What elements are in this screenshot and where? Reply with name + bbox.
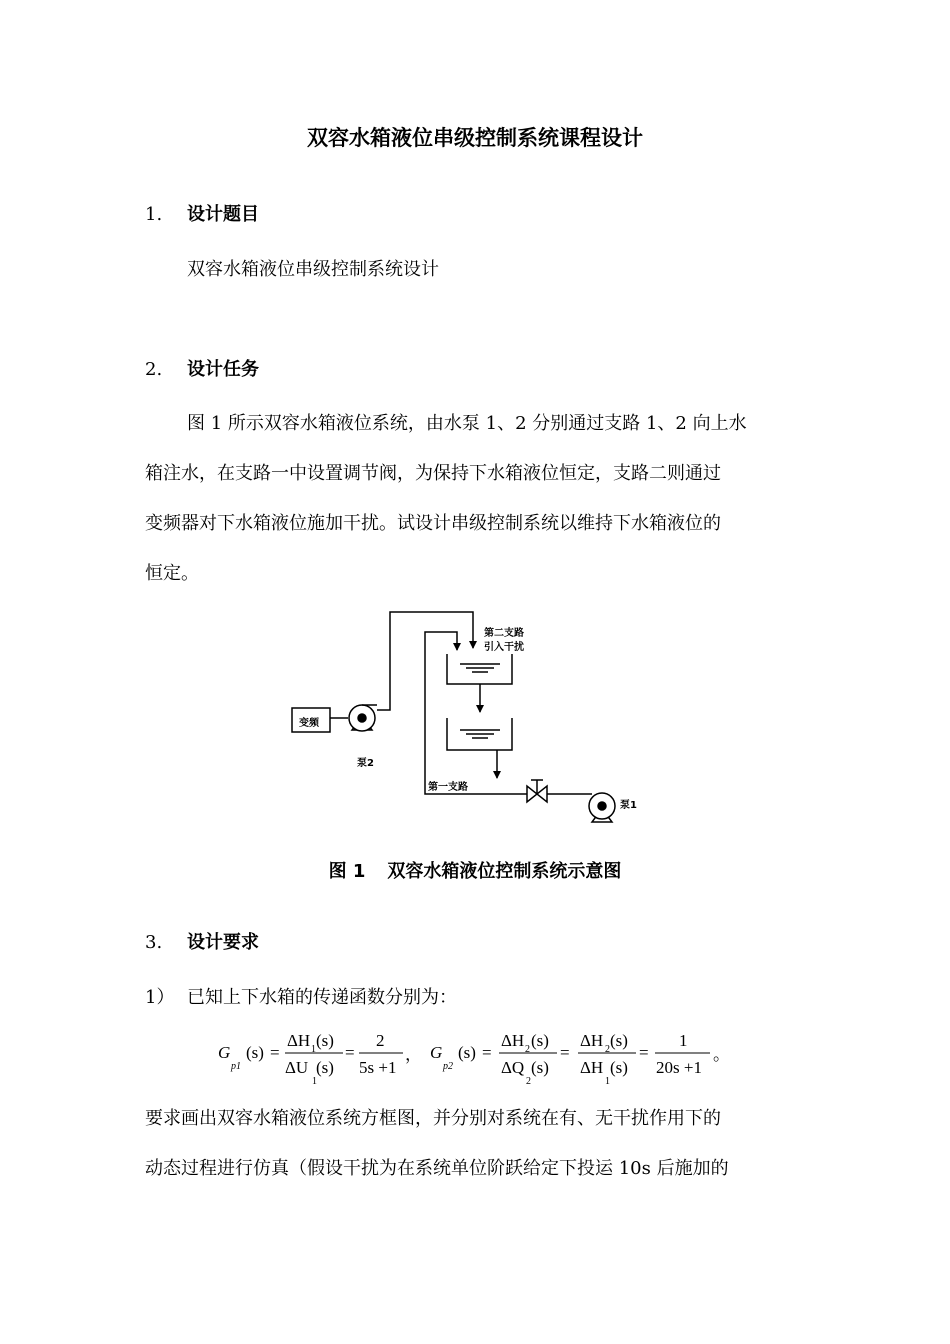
formula-arg: (s) (458, 1043, 476, 1062)
section-title: 设计要求 (187, 932, 259, 953)
formula-period: 。 (713, 1045, 730, 1064)
paragraph-line: 恒定。 (145, 563, 199, 584)
formula-arg: (s) (610, 1058, 628, 1077)
formula-sub: 1 (311, 1044, 316, 1055)
upper-tank (447, 654, 512, 684)
vfd-label: 变频 (299, 718, 319, 729)
formula-arg: (s) (246, 1043, 264, 1062)
section-title: 设计题目 (187, 204, 259, 225)
formula-g: G (218, 1043, 231, 1062)
section-number: 3. (145, 932, 163, 953)
branch2-label-line1: 第二支路 (484, 628, 524, 639)
formula-eq: = (270, 1043, 280, 1062)
formula-eq: = (482, 1043, 492, 1062)
formula-arg: (s) (316, 1031, 334, 1050)
formula-arg: (s) (531, 1031, 549, 1050)
branch2-label-line2: 引入干扰 (484, 642, 524, 653)
section1-body: 双容水箱液位串级控制系统设计 (187, 259, 439, 280)
pump2-label: 泵2 (357, 758, 374, 769)
pump1-icon (589, 793, 615, 822)
formula-sub: 2 (526, 1076, 531, 1087)
formula-num: ΔH (580, 1031, 604, 1050)
formula-eq: = (639, 1043, 649, 1062)
formula-sub: 1 (605, 1076, 610, 1087)
section-heading-3 (145, 928, 259, 954)
formula-den: 5s +1 (359, 1058, 397, 1077)
formula-arg: (s) (610, 1031, 628, 1050)
paragraph-line: 图 1 所示双容水箱液位系统，由水泵 1、2 分别通过支路 1、2 向上水 (187, 413, 747, 434)
caption-number: 图 1 (328, 861, 366, 882)
paragraph-line: 箱注水，在支路一中设置调节阀，为保持下水箱液位恒定，支路二则通过 (145, 463, 721, 484)
paragraph-line: 要求画出双容水箱液位系统方框图，并分别对系统在有、无干扰作用下的 (145, 1108, 721, 1129)
formula-sub: p2 (443, 1061, 453, 1072)
formula-sub: 2 (605, 1044, 610, 1055)
formula-arg: (s) (316, 1058, 334, 1077)
formula-sub: 2 (525, 1044, 530, 1055)
formula-sub: p1 (231, 1061, 241, 1072)
section-number: 1. (145, 204, 163, 225)
formula-eq: = (560, 1043, 570, 1062)
formula-num: 1 (679, 1031, 688, 1050)
pump2-icon (349, 705, 377, 731)
branch1-label: 第一支路 (428, 782, 468, 793)
pump1-label: 泵1 (620, 800, 637, 811)
control-valve (527, 780, 547, 802)
formula-den: ΔQ (501, 1058, 525, 1077)
formula-g: G (430, 1043, 443, 1062)
lower-tank (447, 718, 512, 750)
formula-comma: ， (405, 1045, 422, 1064)
formula-den: ΔU (285, 1058, 309, 1077)
formula-den: ΔH (580, 1058, 604, 1077)
list-marker: 1） (145, 987, 175, 1008)
requirement-1 (145, 983, 457, 1009)
formula-sub: 1 (312, 1076, 317, 1087)
formula-den: 20s +1 (656, 1058, 702, 1077)
page-title: 双容水箱液位串级控制系统课程设计 (307, 126, 643, 150)
formula-num: 2 (376, 1031, 385, 1050)
formula-eq: = (345, 1043, 355, 1062)
formula-num: ΔH (501, 1031, 525, 1050)
requirement-text: 已知上下水箱的传递函数分别为： (187, 987, 457, 1008)
transfer-function-formula (0, 1020, 950, 1090)
paragraph-line: 变频器对下水箱液位施加干扰。试设计串级控制系统以维持下水箱液位的 (145, 513, 721, 534)
paragraph-line: 动态过程进行仿真（假设干扰为在系统单位阶跃给定下投运 10s 后施加的 (145, 1158, 729, 1179)
caption-text: 双容水箱液位控制系统示意图 (387, 861, 622, 882)
formula-arg: (s) (531, 1058, 549, 1077)
section-title: 设计任务 (187, 359, 259, 380)
formula-num: ΔH (287, 1031, 311, 1050)
section-number: 2. (145, 359, 163, 380)
figure-caption (0, 857, 950, 883)
